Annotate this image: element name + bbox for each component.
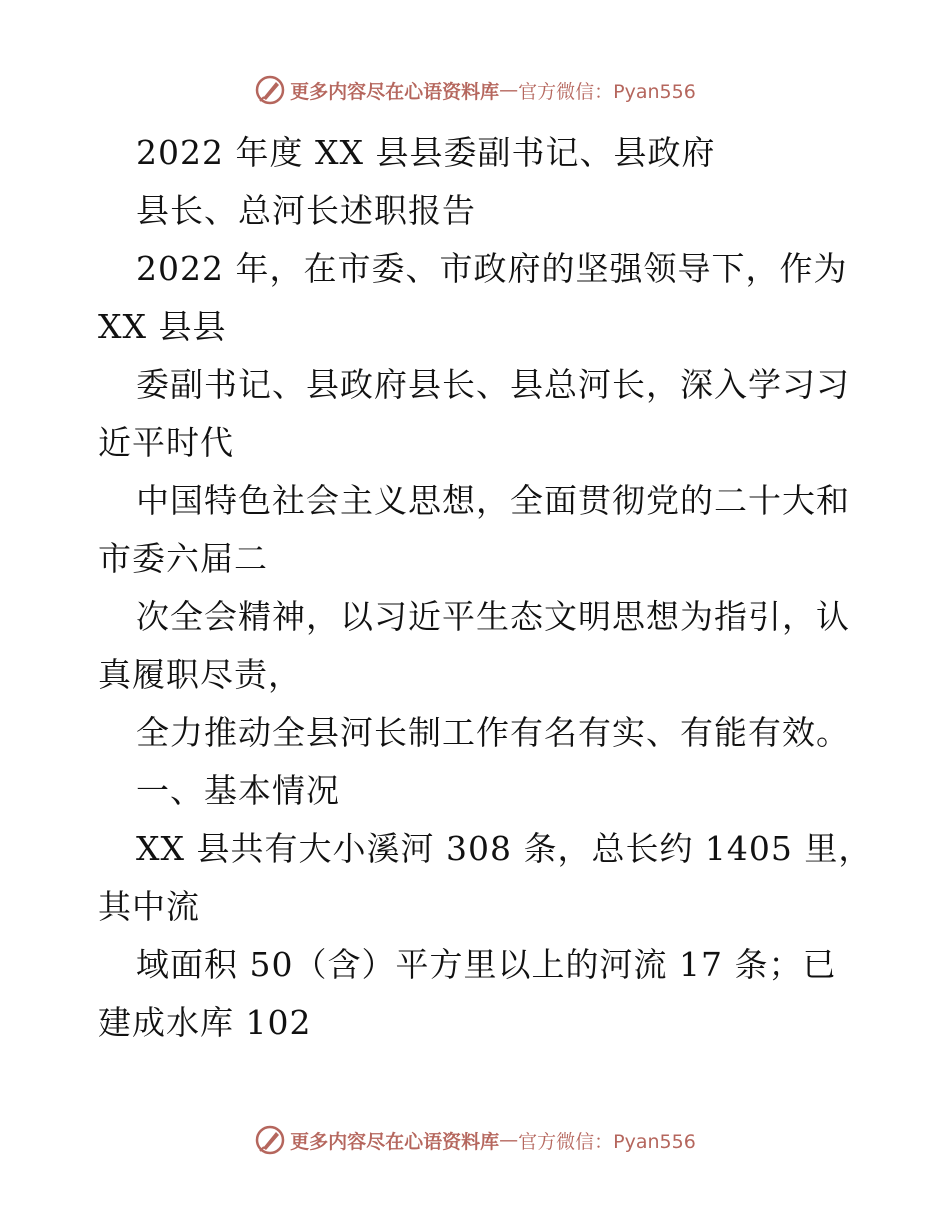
text-line: 委副书记、县政府县长、县总河长，深入学习习 — [136, 365, 850, 404]
header-banner — [0, 70, 950, 110]
text-line: XX 县共有大小溪河 308 条，总长约 1405 里， — [136, 829, 873, 868]
quill-logo-icon — [254, 74, 286, 106]
banner-text: 更多内容尽在心语资料库 — [290, 1130, 500, 1153]
text-line: 2022 年，在市委、市政府的坚强领导下，作为 — [136, 249, 848, 288]
text-line: 一、基本情况 — [136, 771, 340, 810]
text-line: 其中流 — [98, 887, 200, 926]
quill-logo-icon — [254, 1124, 286, 1156]
text-line: 县长、总河长述职报告 — [136, 191, 476, 230]
text-line: 全力推动全县河长制工作有名有实、有能有效。 — [136, 713, 850, 752]
banner-text: 更多内容尽在心语资料库 — [290, 80, 500, 103]
banner-wechat: 官方微信：Pyan556 — [518, 1130, 696, 1153]
text-line: XX 县县 — [98, 307, 227, 346]
text-line: 域面积 50（含）平方里以上的河流 17 条；已 — [136, 945, 837, 984]
text-line: 2022 年度 XX 县县委副书记、县政府 — [136, 133, 716, 172]
text-line: 建成水库 102 — [98, 1003, 312, 1042]
document-body — [98, 124, 873, 1052]
text-line: 中国特色社会主义思想，全面贯彻党的二十大和 — [136, 481, 850, 520]
text-line: 近平时代 — [98, 423, 234, 462]
text-line: 真履职尽责， — [98, 655, 302, 694]
banner-wechat: 官方微信：Pyan556 — [518, 80, 696, 103]
text-line: 市委六届二 — [98, 539, 268, 578]
banner-separator: — — [499, 79, 519, 101]
text-line: 次全会精神，以习近平生态文明思想为指引，认 — [136, 597, 850, 636]
banner-separator: — — [499, 1129, 519, 1151]
footer-banner — [0, 1120, 950, 1160]
